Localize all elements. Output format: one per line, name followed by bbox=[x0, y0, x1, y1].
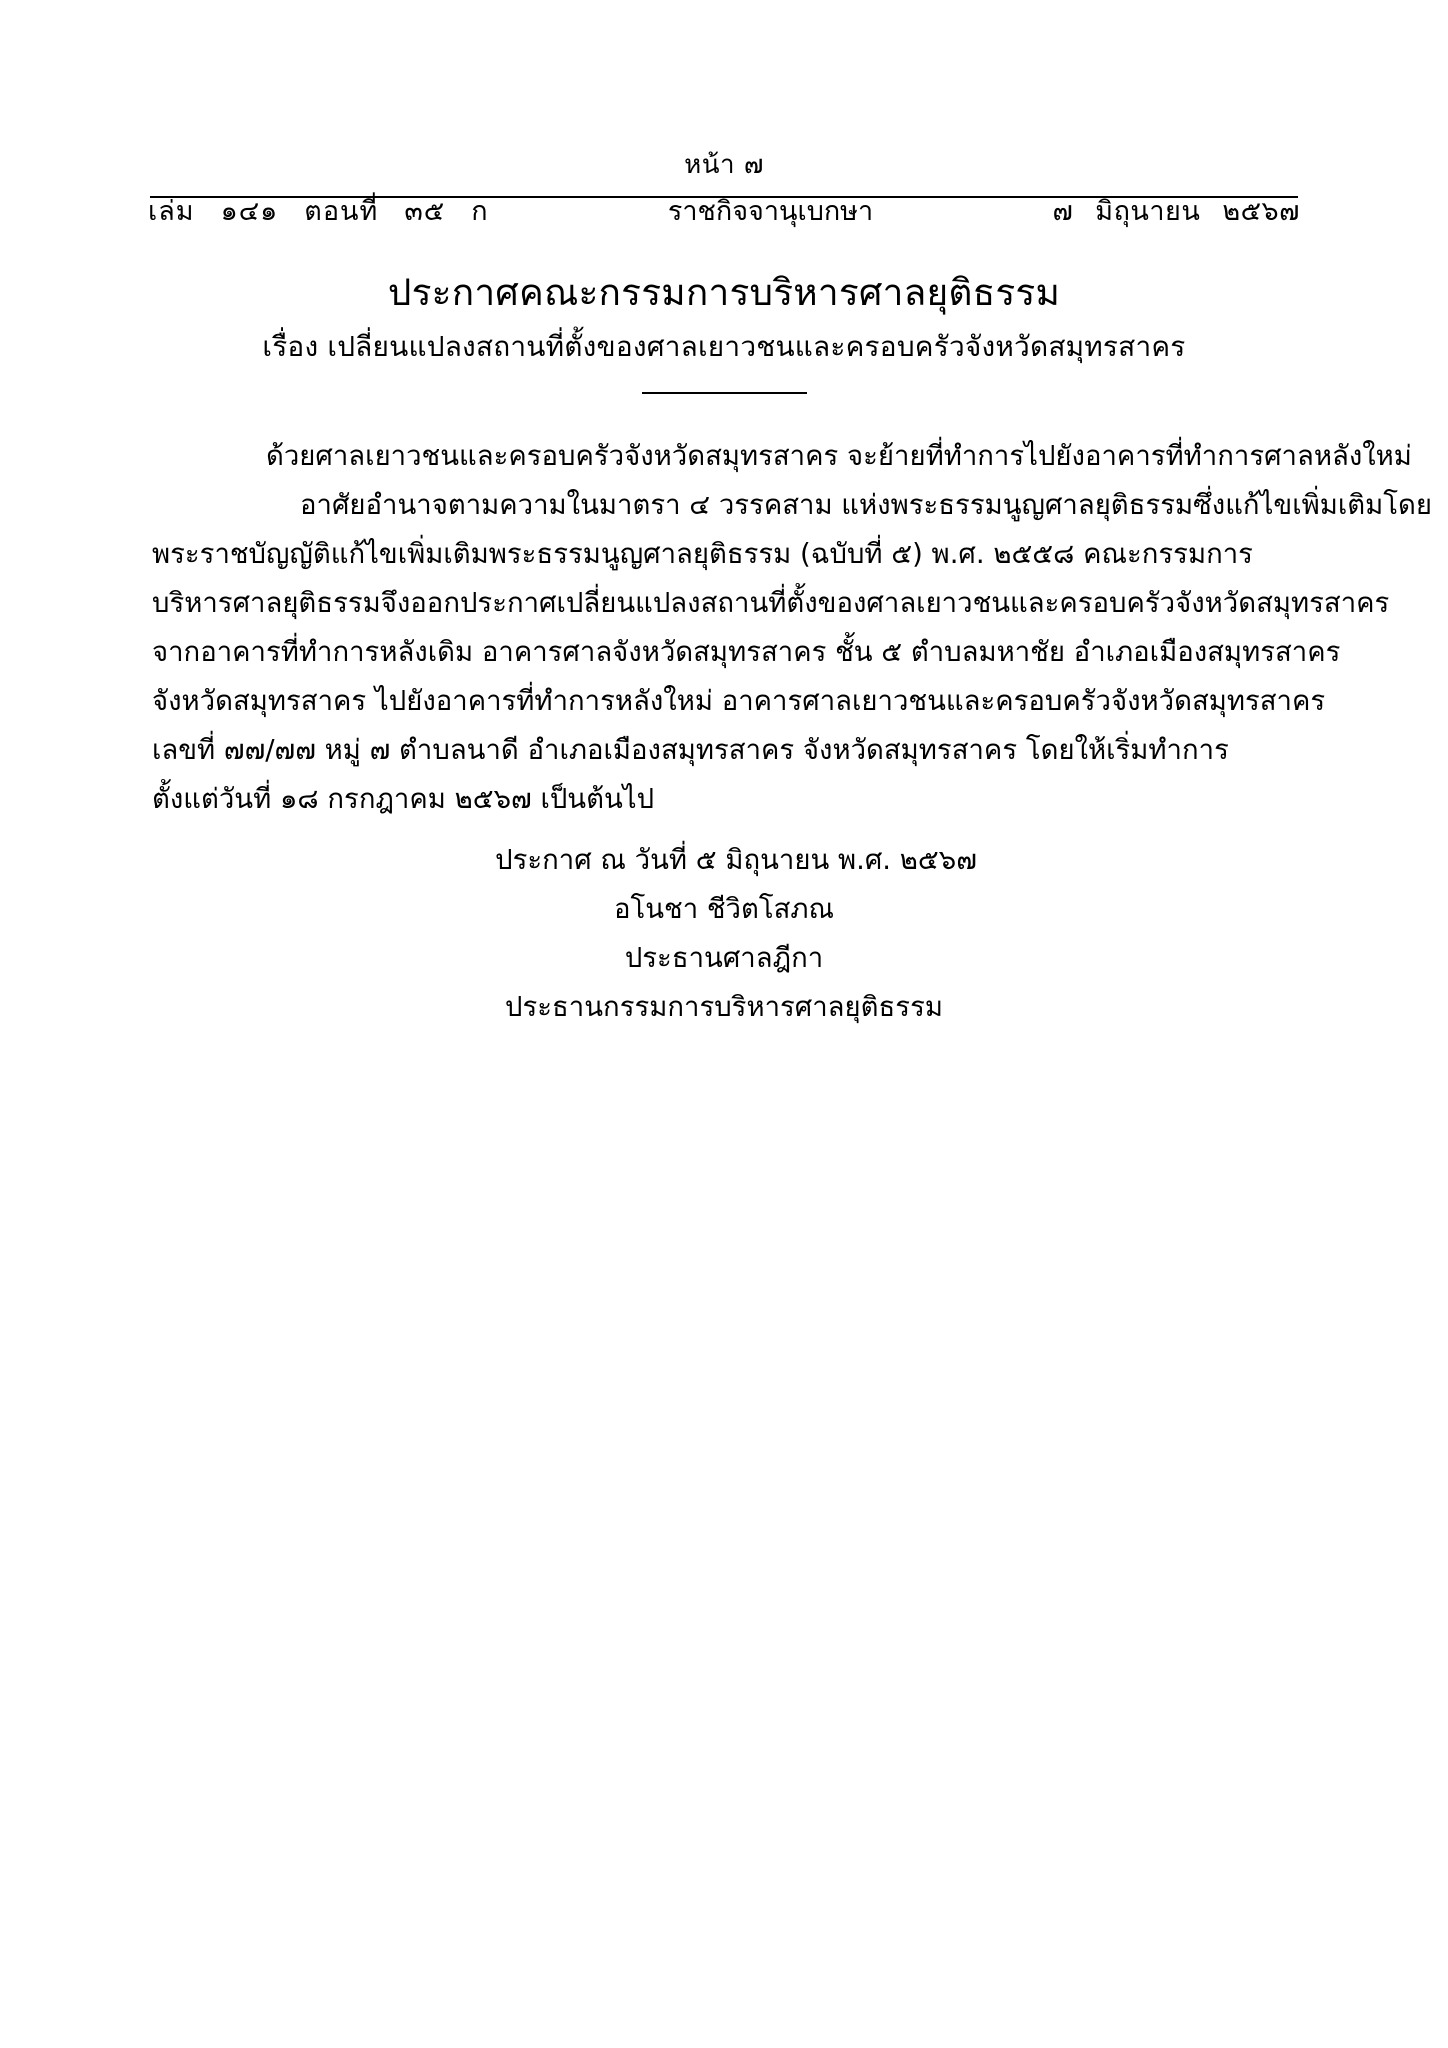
document-title: ประกาศคณะกรรมการบริหารศาลยุติธรรม bbox=[387, 271, 1061, 314]
date-month: มิถุนายน bbox=[1095, 196, 1201, 228]
header-divider bbox=[150, 196, 1298, 198]
signature-date: ประกาศ ณ วันที่ ๕ มิถุนายน พ.ศ. ๒๕๖๗ bbox=[495, 844, 977, 876]
body-line: พระราชบัญญัติแก้ไขเพิ่มเติมพระธรรมนูญศาลยุติธรรม (ฉบับที่ ๕) พ.ศ. ๒๕๕๘ คณะกรรมการ bbox=[152, 538, 1253, 570]
page-header bbox=[148, 150, 1300, 232]
section-suffix: ก bbox=[471, 196, 489, 228]
signatory-position-primary: ประธานศาลฎีกา bbox=[624, 942, 824, 974]
signature-block bbox=[0, 836, 1448, 1032]
body-line: จังหวัดสมุทรสาคร ไปยังอาคารที่ทำการหลังใหม่ อาคารศาลเยาวชนและครอบครัวจังหวัดสมุทรสาคร bbox=[152, 685, 1326, 717]
body-line: บริหารศาลยุติธรรมจึงออกประกาศเปลี่ยนแปลงสถานที่ตั้งของศาลเยาวชนและครอบครัวจังหวัดสมุทรสาคร bbox=[152, 587, 1390, 619]
signatory-position-secondary: ประธานกรรมการบริหารศาลยุติธรรม bbox=[505, 991, 943, 1023]
page-number-label: หน้า ๗ bbox=[684, 150, 764, 180]
document-subtitle: เรื่อง เปลี่ยนแปลงสถานที่ตั้งของศาลเยาวชนและครอบครัวจังหวัดสมุทรสาคร bbox=[262, 329, 1186, 363]
body-line: อาศัยอำนาจตามความในมาตรา ๔ วรรคสาม แห่งพระธรรมนูญศาลยุติธรรมซึ่งแก้ไขเพิ่มเติมโดย bbox=[300, 489, 1432, 521]
document-body bbox=[152, 432, 1432, 824]
date-year: ๒๕๖๗ bbox=[1222, 196, 1300, 228]
volume-label: เล่ม bbox=[148, 196, 195, 228]
body-line: ตั้งแต่วันที่ ๑๘ กรกฎาคม ๒๕๖๗ เป็นต้นไป bbox=[152, 783, 655, 815]
title-block bbox=[0, 268, 1448, 394]
body-line: เลขที่ ๗๗/๗๗ หมู่ ๗ ตำบลนาดี อำเภอเมืองสมุทรสาคร จังหวัดสมุทรสาคร โดยให้เริ่มทำการ bbox=[152, 734, 1229, 766]
date-day: ๗ bbox=[1052, 196, 1074, 228]
volume-value: ๑๔๑ bbox=[220, 196, 279, 228]
section-label: ตอนที่ bbox=[304, 196, 379, 228]
signatory-name: อโนชา ชีวิตโสภณ bbox=[613, 893, 835, 925]
section-value: ๓๕ bbox=[404, 196, 446, 228]
body-line: จากอาคารที่ทำการหลังเดิม อาคารศาลจังหวัดสมุทรสาคร ชั้น ๕ ตำบลมหาชัย อำเภอเมืองสมุทรสาคร bbox=[152, 636, 1341, 668]
gazette-name: ราชกิจจานุเบกษา bbox=[667, 196, 874, 228]
title-divider bbox=[642, 392, 807, 394]
body-line: ด้วยศาลเยาวชนและครอบครัวจังหวัดสมุทรสาคร จะย้ายที่ทำการไปยังอาคารที่ทำการศาลหลังใหม่ bbox=[266, 440, 1412, 472]
